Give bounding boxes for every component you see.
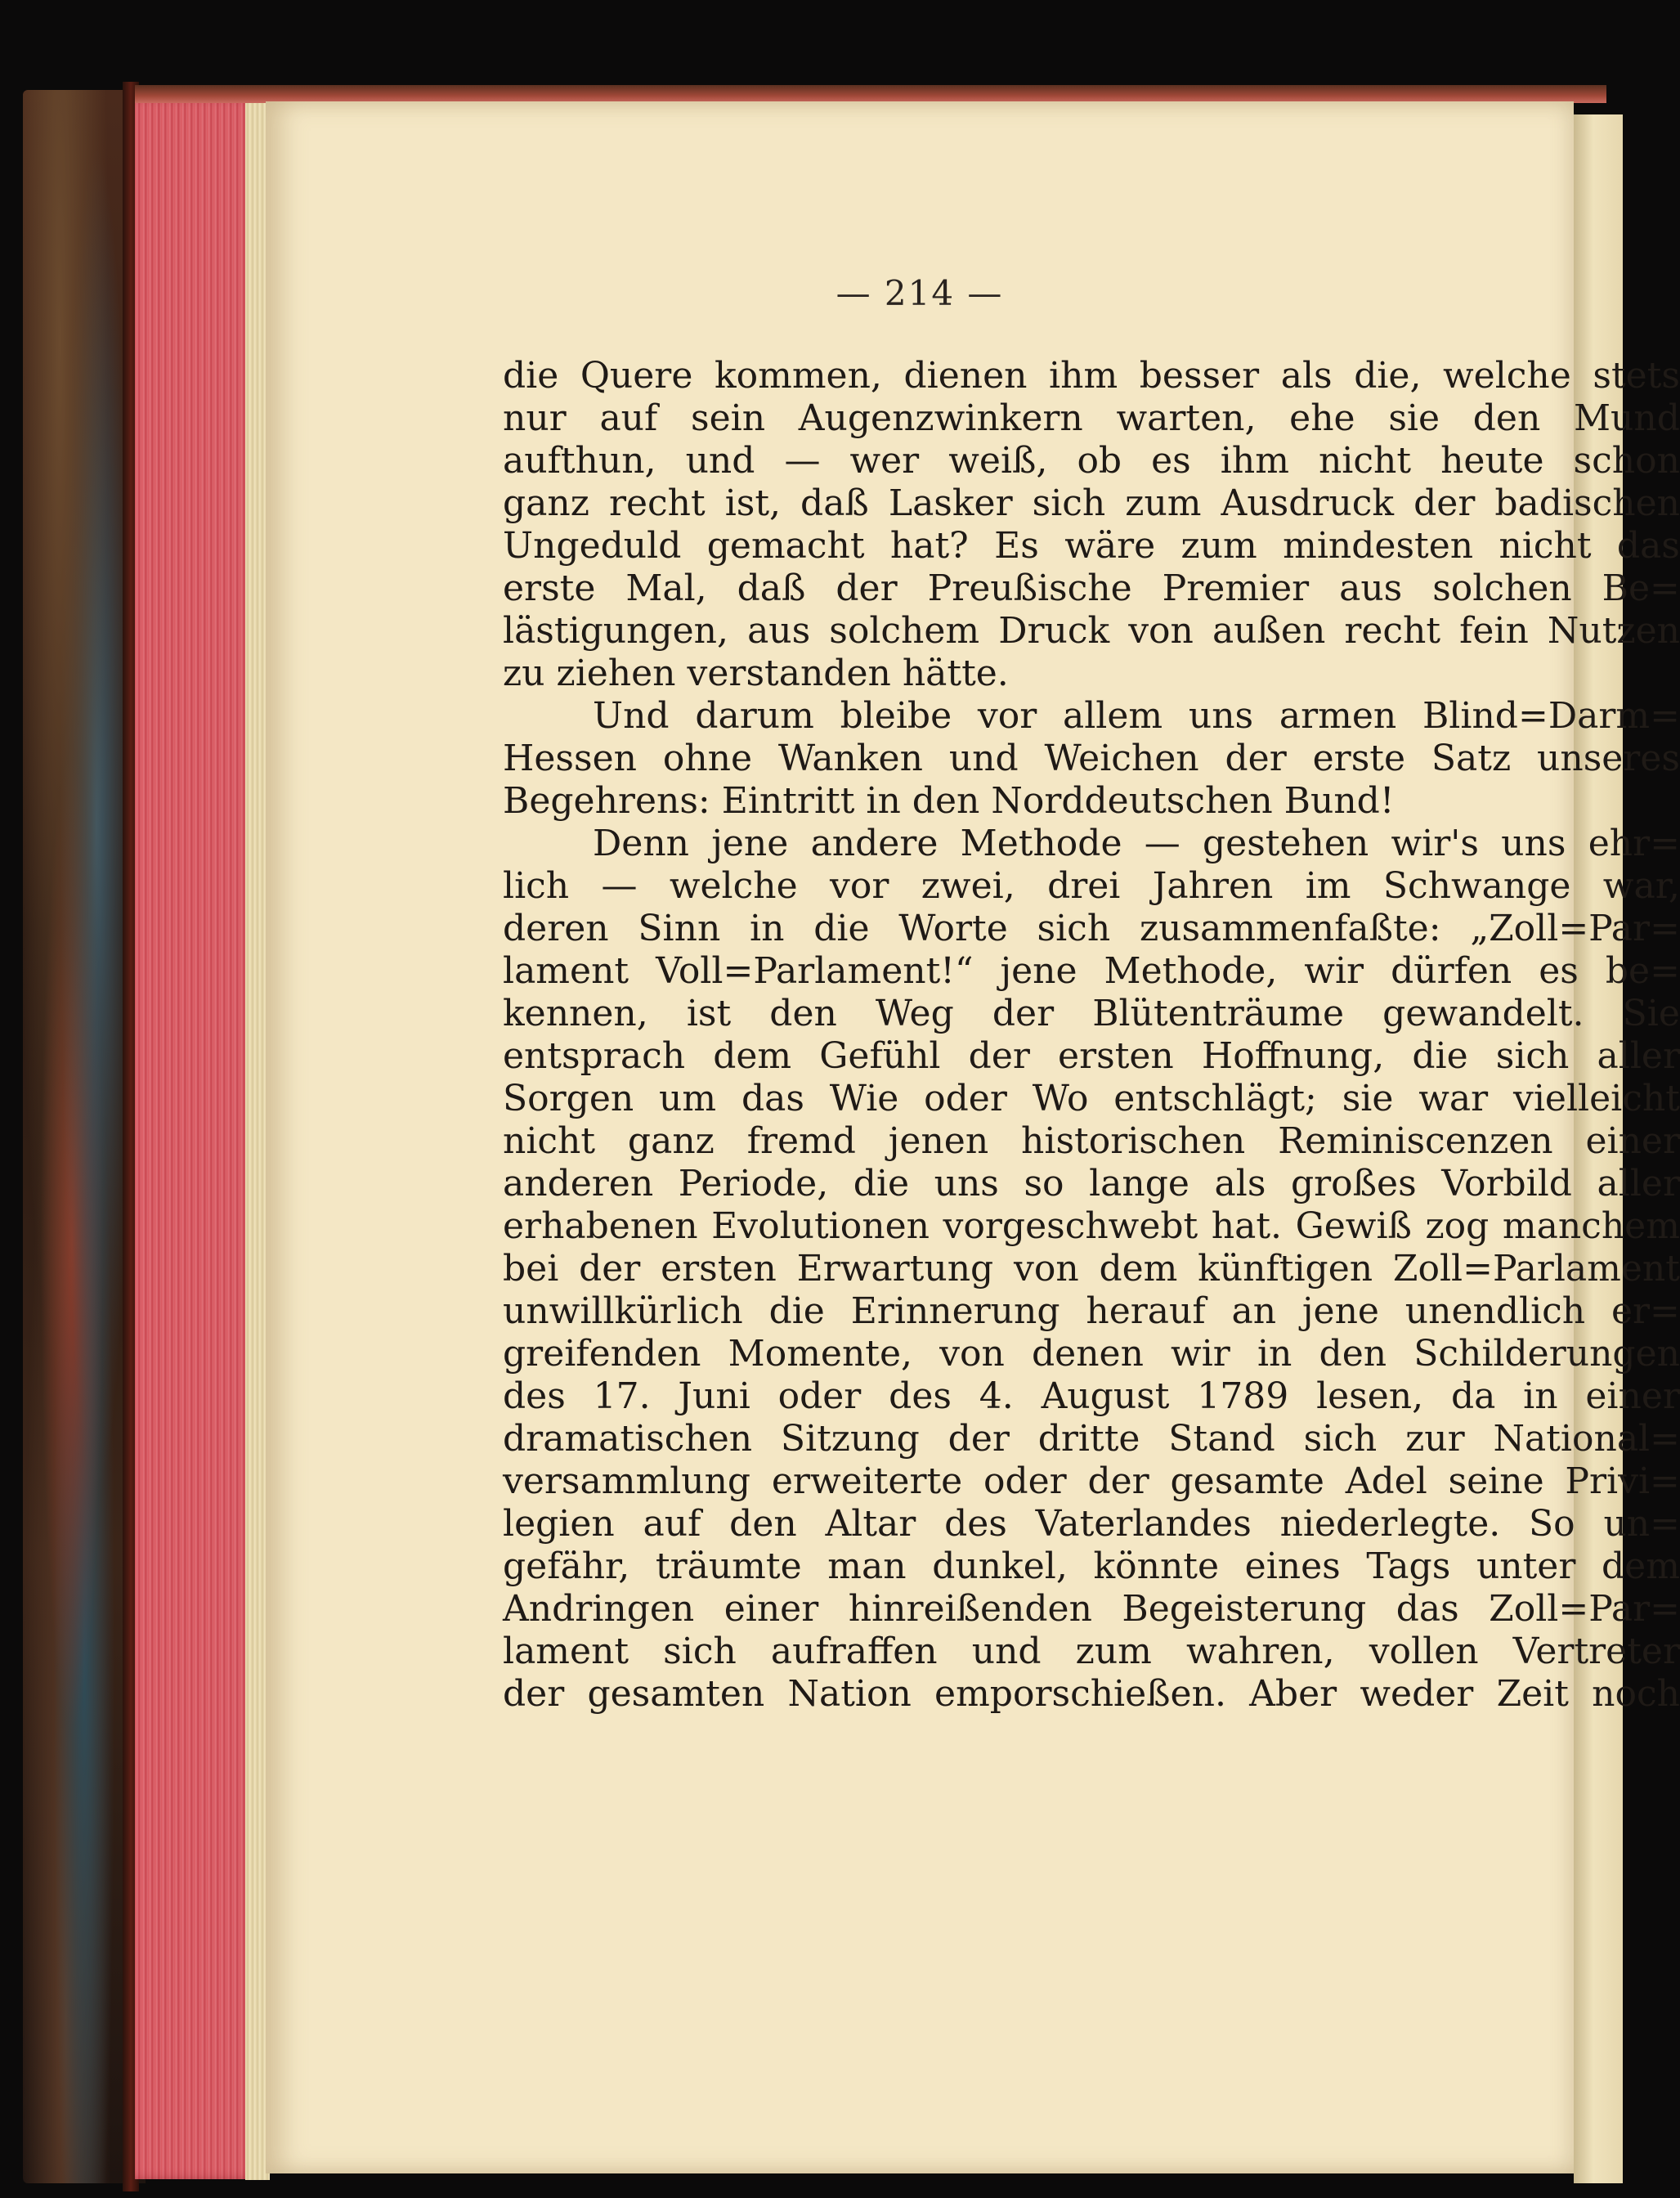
text-line: lästigungen, aus solchem Druck von außen recht fein Nutzen bbox=[503, 610, 1680, 652]
body-text bbox=[503, 355, 1680, 1716]
text-line: erhabenen Evolutionen vorgeschwebt hat. Gewiß zog manchem bbox=[503, 1205, 1680, 1247]
text-line: kennen, ist den Weg der Blütenträume gewandelt. Sie bbox=[503, 993, 1680, 1034]
text-line: Andringen einer hinreißenden Begeisterung das Zoll=Par= bbox=[503, 1588, 1680, 1630]
text-line: die Quere kommen, dienen ihm besser als die, welche stets bbox=[503, 355, 1680, 397]
book-page bbox=[266, 101, 1680, 2173]
text-line: greifenden Momente, von denen wir in den Schilderungen bbox=[503, 1333, 1680, 1375]
text-line: versammlung erweiterte oder der gesamte Adel seine Privi= bbox=[503, 1460, 1680, 1502]
text-line: legien auf den Altar des Vaterlandes niederlegte. So un= bbox=[503, 1503, 1680, 1545]
text-line: lich — welche vor zwei, drei Jahren im Schwange war, bbox=[503, 865, 1680, 907]
text-line: Begehrens: Eintritt in den Norddeutschen Bund! bbox=[503, 780, 1395, 822]
top-edge bbox=[135, 85, 1606, 103]
text-line: Hessen ohne Wanken und Weichen der erste Satz unseres bbox=[503, 738, 1680, 779]
text-line: anderen Periode, die uns so lange als großes Vorbild aller bbox=[503, 1163, 1680, 1204]
text-line: aufthun, und — wer weiß, ob es ihm nicht heute schon bbox=[503, 440, 1680, 482]
text-line: unwillkürlich die Erinnerung herauf an jene unendlich er= bbox=[503, 1290, 1680, 1332]
text-line: ganz recht ist, daß Lasker sich zum Ausdruck der badischen bbox=[503, 482, 1680, 524]
text-line: bei der ersten Erwartung von dem künftigen Zoll=Parlament bbox=[503, 1248, 1680, 1290]
text-line: Sorgen um das Wie oder Wo entschlägt; sie war vielleicht bbox=[503, 1078, 1680, 1119]
text-line: Denn jene andere Methode — gestehen wir's uns ehr= bbox=[593, 823, 1680, 864]
text-line: nicht ganz fremd jenen historischen Reminiscenzen einer bbox=[503, 1120, 1680, 1162]
text-line: Ungeduld gemacht hat? Es wäre zum mindesten nicht das bbox=[503, 525, 1680, 567]
text-line: zu ziehen verstanden hätte. bbox=[503, 653, 1009, 694]
text-line: dramatischen Sitzung der dritte Stand sich zur National= bbox=[503, 1418, 1680, 1460]
text-line: der gesamten Nation emporschießen. Aber weder Zeit noch bbox=[503, 1673, 1680, 1715]
text-line: lament Voll=Parlament!“ jene Methode, wir dürfen es be= bbox=[503, 950, 1680, 992]
text-line: gefähr, träumte man dunkel, könnte eines Tags unter dem bbox=[503, 1545, 1680, 1587]
text-line: nur auf sein Augenzwinkern warten, ehe sie den Mund bbox=[503, 397, 1680, 439]
text-line: erste Mal, daß der Preußische Premier aus solchen Be= bbox=[503, 567, 1680, 609]
text-line: des 17. Juni oder des 4. August 1789 lesen, da in einer bbox=[503, 1375, 1680, 1417]
text-line: entsprach dem Gefühl der ersten Hoffnung, die sich aller bbox=[503, 1035, 1680, 1077]
text-line: lament sich aufraffen und zum wahren, vollen Vertreter bbox=[503, 1631, 1680, 1672]
page-number: — 214 — bbox=[836, 273, 1004, 313]
text-line: deren Sinn in die Worte sich zusammenfaßte: „Zoll=Par= bbox=[503, 908, 1680, 949]
text-line: Und darum bleibe vor allem uns armen Blind=Darm= bbox=[593, 695, 1680, 737]
